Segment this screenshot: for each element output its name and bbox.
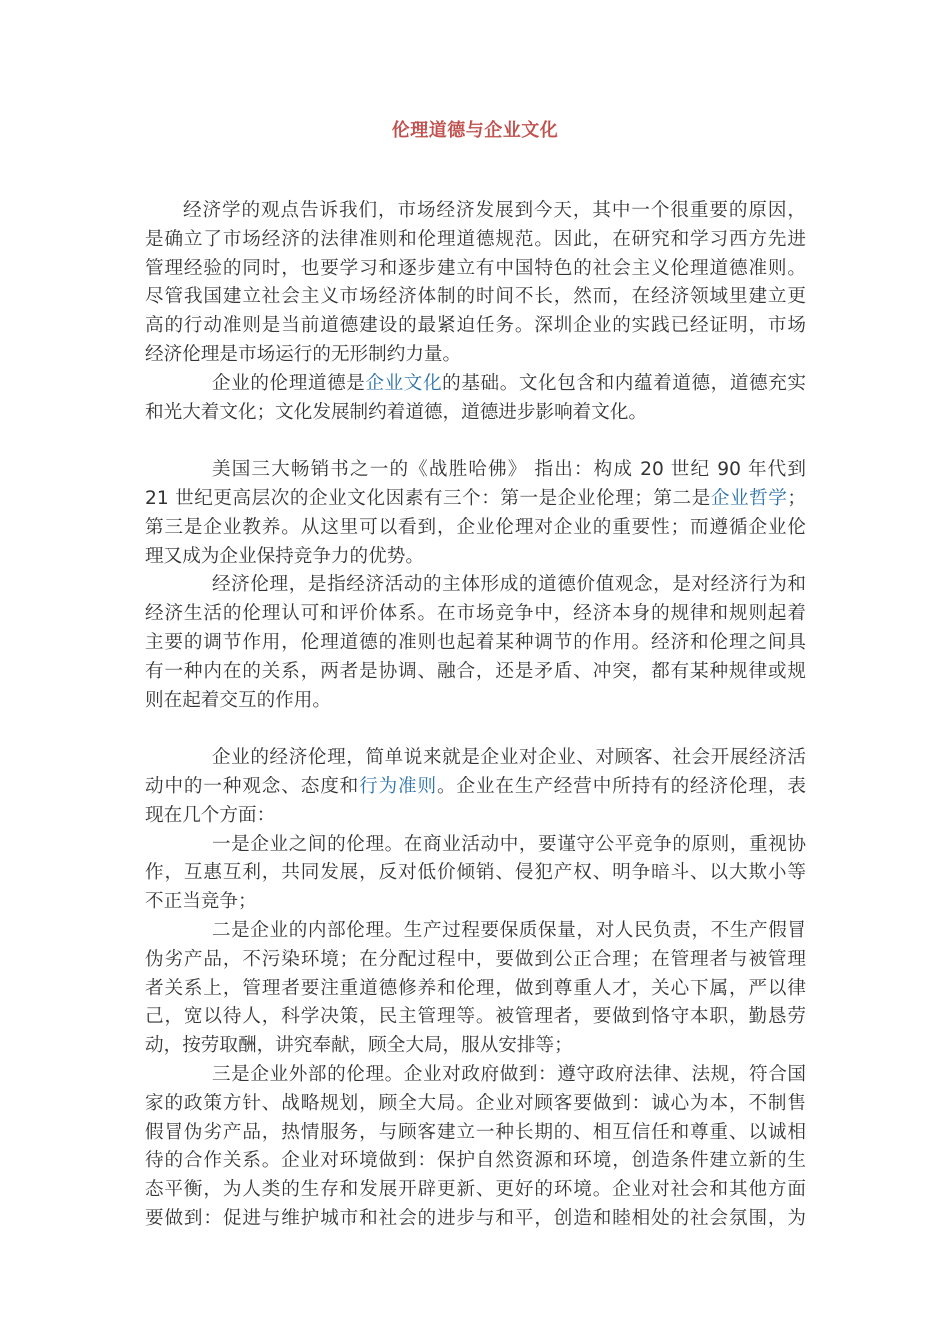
text-line xyxy=(145,831,806,860)
text-segment: 和光大着文化；文化发展制约着道德，道德进步影响着文化。 xyxy=(145,401,648,423)
blank-line xyxy=(145,427,806,456)
text-segment: 经济生活的伦理认可和评价体系。在市场竞争中，经济本身的规律和规则起着 xyxy=(145,603,806,625)
text-segment: ； xyxy=(787,487,806,509)
text-line xyxy=(145,629,806,658)
paragraph xyxy=(145,744,806,830)
text-line xyxy=(145,773,806,802)
text-segment: 则在起着交互的作用。 xyxy=(145,689,331,711)
text-line xyxy=(145,744,806,773)
text-segment: 家的政策方针、战略规划，顾全大局。企业对顾客要做到：诚心为本，不制售 xyxy=(145,1092,806,1114)
text-segment: 态平衡，为人类的生存和发展开辟更新、更好的环境。企业对社会和其他方面 xyxy=(145,1179,806,1201)
inline-link[interactable]: 行为准则 xyxy=(359,775,437,797)
text-segment: 不正当竞争； xyxy=(145,891,257,913)
text-line xyxy=(145,946,806,975)
text-line xyxy=(145,456,806,485)
text-segment: 一是企业之间的伦理。在商业活动中，要谨守公平竞争的原则，重视协 xyxy=(212,833,806,855)
text-segment: 动中的一种观念、态度和 xyxy=(145,775,360,797)
paragraph xyxy=(145,197,806,370)
text-line xyxy=(145,370,806,399)
text-segment: 者关系上，管理者要注重道德修养和伦理，做到尊重人才，关心下属，严以律 xyxy=(145,977,806,999)
text-segment: 有一种内在的关系，两者是协调、融合，还是矛盾、冲突，都有某种规律或规 xyxy=(145,660,806,682)
text-line xyxy=(145,197,806,226)
text-segment: 现在几个方面： xyxy=(145,804,276,826)
text-line xyxy=(145,1003,806,1032)
text-line xyxy=(145,255,806,284)
text-segment: 伪劣产品，不污染环境；在分配过程中，要做到公正合理；在管理者与被管理 xyxy=(145,948,806,970)
text-line xyxy=(145,312,806,341)
document-body xyxy=(145,197,806,1234)
paragraph xyxy=(145,370,806,428)
inline-link[interactable]: 企业文化 xyxy=(365,372,443,394)
text-segment: 要做到：促进与维护城市和社会的进步与和平，创造和睦相处的社会氛围，为 xyxy=(145,1207,806,1229)
text-segment: 动，按劳取酬，讲究奉献，顾全大局，服从安排等； xyxy=(145,1035,573,1057)
text-segment: 是确立了市场经济的法律准则和伦理道德规范。因此，在研究和学习西方先进 xyxy=(145,228,806,250)
text-segment: 尽管我国建立社会主义市场经济体制的时间不长，然而，在经济领域里建立更 xyxy=(145,286,806,308)
blank-line xyxy=(145,715,806,744)
text-segment: 己，宽以待人，科学决策，民主管理等。被管理者，要做到恪守本职，勤恳劳 xyxy=(145,1006,806,1028)
text-line xyxy=(145,1205,806,1234)
text-line xyxy=(145,226,806,255)
text-segment: 三是企业外部的伦理。企业对政府做到：遵守政府法律、法规，符合国 xyxy=(212,1063,806,1085)
text-line xyxy=(145,1061,806,1090)
text-line xyxy=(145,485,806,514)
text-segment: 作，互惠互利，共同发展，反对低价倾销、侵犯产权、明争暗斗、以大欺小等 xyxy=(145,862,806,884)
text-segment: 第三是企业教养。从这里可以看到，企业伦理对企业的重要性；而遵循企业伦 xyxy=(145,516,806,538)
text-line xyxy=(145,888,806,917)
text-line xyxy=(145,1032,806,1061)
text-line xyxy=(145,1090,806,1119)
text-line xyxy=(145,399,806,428)
text-segment: 高的行动准则是当前道德建设的最紧迫任务。深圳企业的实践已经证明，市场 xyxy=(145,315,806,337)
paragraph xyxy=(145,1061,806,1234)
text-segment: 经济伦理，是指经济活动的主体形成的道德价值观念，是对经济行为和 xyxy=(212,574,806,596)
text-line xyxy=(145,859,806,888)
text-segment: 假冒伪劣产品，热情服务，与顾客建立一种长期的、相互信任和尊重、以诚相 xyxy=(145,1121,806,1143)
text-line xyxy=(145,514,806,543)
paragraph xyxy=(145,917,806,1061)
text-line xyxy=(145,1147,806,1176)
text-segment: 21 世纪更高层次的企业文化因素有三个：第一是企业伦理；第二是 xyxy=(145,487,711,509)
text-segment: 。企业在生产经营中所持有的经济伦理，表 xyxy=(437,775,806,797)
text-line xyxy=(145,600,806,629)
text-line xyxy=(145,687,806,716)
paragraph xyxy=(145,571,806,715)
text-line xyxy=(145,1176,806,1205)
text-line xyxy=(145,543,806,572)
text-segment: 经济伦理是市场运行的无形制约力量。 xyxy=(145,343,462,365)
paragraph xyxy=(145,831,806,917)
text-line xyxy=(145,802,806,831)
paragraph xyxy=(145,456,806,571)
text-segment: 理又成为企业保持竞争力的优势。 xyxy=(145,545,424,567)
text-segment: 美国三大畅销书之一的《战胜哈佛》 指出：构成 20 世纪 90 年代到 xyxy=(212,459,806,481)
inline-link[interactable]: 企业哲学 xyxy=(710,487,788,509)
text-line xyxy=(145,283,806,312)
text-line xyxy=(145,571,806,600)
text-segment: 主要的调节作用，伦理道德的准则也起着某种调节的作用。经济和伦理之间具 xyxy=(145,631,806,653)
text-segment: 的基础。文化包含和内蕴着道德，道德充实 xyxy=(442,372,806,394)
text-segment: 管理经验的同时，也要学习和逐步建立有中国特色的社会主义伦理道德准则。 xyxy=(145,257,806,279)
text-line xyxy=(145,341,806,370)
document-title: 伦理道德与企业文化 xyxy=(391,120,559,141)
text-segment: 企业的经济伦理，简单说来就是企业对企业、对顾客、社会开展经济活 xyxy=(212,747,806,769)
text-segment: 经济学的观点告诉我们，市场经济发展到今天，其中一个很重要的原因， xyxy=(183,200,806,221)
text-segment: 待的合作关系。企业对环境做到：保护自然资源和环境，创造条件建立新的生 xyxy=(145,1150,806,1172)
text-segment: 企业的伦理道德是 xyxy=(212,372,366,394)
text-line xyxy=(145,917,806,946)
text-line xyxy=(145,1119,806,1148)
text-line xyxy=(145,658,806,687)
text-line xyxy=(145,975,806,1004)
text-segment: 二是企业的内部伦理。生产过程要保质保量，对人民负责，不生产假冒 xyxy=(212,919,806,941)
